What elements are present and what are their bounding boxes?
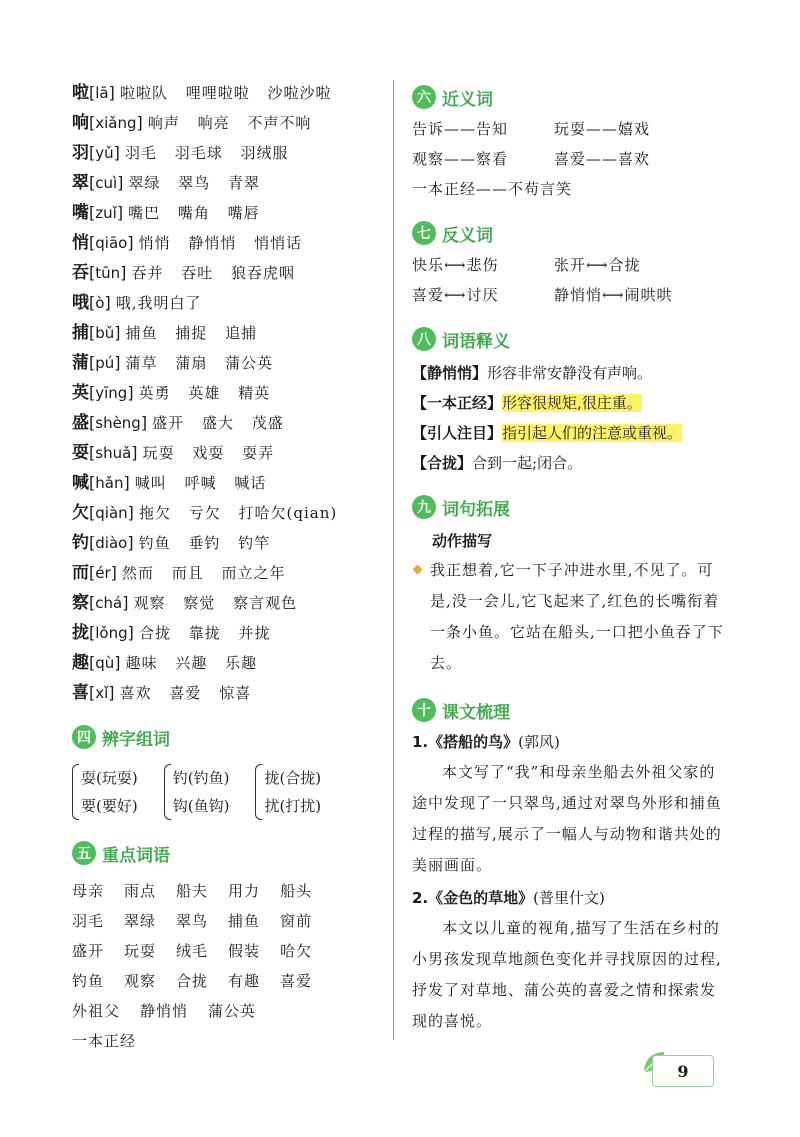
definition-text: 合到一起;闭合。 [472, 454, 583, 472]
char-words: 盛开 盛大 茂盛 [152, 414, 284, 432]
char-glyph: 吞 [72, 263, 89, 283]
definition-row [412, 448, 724, 478]
char-entry [72, 108, 382, 138]
bracket-close: ] [136, 113, 148, 132]
bracket-open: [ [89, 173, 96, 192]
antonym-row [412, 250, 724, 280]
char-entry [72, 468, 382, 498]
pair-word: 要(要好) [81, 797, 138, 815]
bracket-close: ] [140, 413, 153, 432]
bracket-open: [ [89, 443, 96, 462]
key-word: 绒毛 [176, 942, 209, 960]
bracket-close: ] [113, 143, 125, 162]
char-glyph: 哦 [72, 293, 89, 313]
key-word: 喜爱 [280, 972, 313, 990]
pinyin: tūn [95, 264, 121, 282]
key-word: 玩耍 [124, 942, 157, 960]
key-word: 捕鱼 [228, 912, 261, 930]
char-words: 响声 响亮 不声不响 [147, 114, 312, 132]
section-badge: 七 [412, 221, 436, 245]
section-title: 重点词语 [102, 845, 170, 866]
pair-word: 拢(合拢) [264, 769, 322, 787]
char-glyph: 喜 [72, 683, 89, 703]
bracket-close: ] [114, 653, 126, 672]
char-words: 合拢 靠拢 并拢 [138, 624, 271, 642]
char-pair-group [255, 764, 321, 820]
char-words: 啦啦队 哩哩啦啦 沙啦沙啦 [119, 84, 332, 102]
bracket-close: ] [123, 473, 135, 492]
char-words: 喊叫 呼喊 喊话 [134, 474, 267, 492]
antonym-row [412, 280, 724, 310]
key-word: 有趣 [228, 972, 261, 990]
pair-lines [81, 764, 138, 820]
key-word: 船夫 [176, 882, 209, 900]
key-word-row [72, 876, 382, 906]
summary-list [412, 727, 724, 1037]
bracket-close: ] [127, 383, 139, 402]
section-title: 反义词 [442, 225, 493, 246]
char-words: 哦,我明白了 [115, 294, 202, 312]
key-word: 哈欠 [280, 942, 313, 960]
bracket-close: ] [116, 203, 129, 222]
key-words-list [72, 876, 382, 1056]
bracket-close: ] [127, 503, 139, 522]
char-words: 羽毛 羽毛球 羽绒服 [124, 144, 289, 162]
bracket-open: [ [89, 233, 96, 252]
pair-lines [264, 764, 321, 820]
char-words: 翠绿 翠鸟 青翠 [128, 174, 261, 192]
bracket-open: [ [89, 623, 96, 642]
synonym-pair: 一本正经——不苟言笑 [412, 180, 573, 198]
section-badge: 十 [412, 698, 436, 722]
synonym-pair: 告诉——告知 [412, 120, 509, 138]
left-column [72, 78, 382, 1056]
expansion-subtitle: 动作描写 [432, 532, 493, 550]
section-badge: 八 [412, 327, 436, 351]
bracket-open: [ [89, 83, 96, 102]
brace-icon [255, 764, 262, 820]
char-words: 英勇 英雄 精英 [138, 384, 271, 402]
section-badge: 五 [72, 841, 96, 865]
bracket-open: [ [89, 293, 96, 312]
pinyin: xiǎng [95, 114, 137, 132]
bracket-open: [ [89, 323, 96, 342]
bracket-open: [ [89, 203, 96, 222]
pair-word: 钓(钓鱼) [172, 769, 230, 787]
section-title: 词句拓展 [442, 499, 510, 520]
pinyin: qù [95, 654, 115, 672]
section-badge: 六 [412, 85, 436, 109]
pinyin: pú [95, 354, 115, 372]
key-word-row [72, 996, 382, 1026]
expansion-paragraph [412, 555, 724, 679]
synonym-row [412, 144, 724, 174]
char-glyph: 盛 [72, 413, 89, 433]
char-glyph: 悄 [72, 233, 89, 253]
char-words: 趣味 兴趣 乐趣 [125, 654, 258, 672]
section-header-4 [72, 722, 382, 752]
section-header-6 [412, 82, 724, 112]
bracket-close: ] [114, 353, 126, 372]
char-glyph: 钓 [72, 533, 89, 553]
char-glyph: 耍 [72, 443, 89, 463]
bracket-close: ] [127, 533, 139, 552]
char-glyph: 欠 [72, 503, 89, 523]
bracket-close: ] [104, 293, 116, 312]
char-glyph: 趣 [72, 653, 89, 673]
key-word: 翠鸟 [176, 912, 209, 930]
char-words: 然而 而且 而立之年 [121, 564, 286, 582]
section-title: 课文梳理 [442, 702, 510, 723]
char-glyph: 羽 [72, 143, 89, 163]
char-entry [72, 348, 382, 378]
char-glyph: 而 [72, 563, 89, 583]
char-entry [72, 228, 382, 258]
key-word: 假装 [228, 942, 261, 960]
key-word: 外祖父 [72, 1002, 121, 1020]
summary-text: 本文以儿童的视角,描写了生活在乡村的小男孩发现草地颜色变化并寻找原因的过程,抒发了对草地、蒲公英的喜爱之情和探索发现的喜悦。 [412, 919, 722, 1030]
bracket-open: [ [89, 263, 96, 282]
definition-text: 形容很规矩,很庄重。 [502, 394, 642, 412]
char-words: 玩耍 戏耍 耍弄 [142, 444, 275, 462]
char-glyph: 察 [72, 593, 89, 613]
right-column [412, 82, 724, 1037]
char-entry [72, 78, 382, 108]
key-word: 翠绿 [124, 912, 157, 930]
char-words: 捕鱼 捕捉 追捕 [125, 324, 258, 342]
char-words: 悄悄 静悄悄 悄悄话 [138, 234, 303, 252]
key-word: 静悄悄 [140, 1002, 189, 1020]
bracket-close: ] [110, 563, 122, 582]
section-header-10 [412, 695, 724, 725]
char-words: 钓鱼 垂钓 钓竿 [138, 534, 271, 552]
section-header-7 [412, 218, 724, 248]
bracket-close: ] [114, 323, 126, 342]
pinyin: shèng [95, 414, 141, 432]
key-word: 观察 [124, 972, 157, 990]
definition-term: 【一本正经】 [412, 394, 503, 412]
bracket-close: ] [108, 683, 120, 702]
char-pair-block [72, 764, 382, 820]
bracket-open: [ [89, 653, 96, 672]
key-word-row [72, 966, 382, 996]
key-word-row [72, 906, 382, 936]
char-words: 蒲草 蒲扇 蒲公英 [125, 354, 274, 372]
character-list [72, 78, 382, 708]
bracket-open: [ [89, 143, 96, 162]
bracket-close: ] [117, 173, 129, 192]
definition-text: 指引起人们的注意或重视。 [502, 424, 683, 442]
definition-text: 形容非常安静没有声响。 [487, 364, 653, 382]
summary-number: 1. [412, 733, 429, 751]
char-words: 观察 察觉 察言观色 [133, 594, 298, 612]
pinyin: cuì [95, 174, 118, 192]
section-header-8 [412, 324, 724, 354]
char-entry [72, 528, 382, 558]
char-pair-group [72, 764, 138, 820]
pinyin: yǔ [95, 144, 114, 162]
bracket-close: ] [127, 233, 139, 252]
bracket-close: ] [127, 623, 139, 642]
char-entry [72, 618, 382, 648]
key-word: 蒲公英 [208, 1002, 257, 1020]
antonym-pair: 快乐⟷悲伤 [412, 256, 499, 274]
char-pair-group [164, 764, 230, 820]
section-badge: 九 [412, 495, 436, 519]
summary-title: 《金色的草地》 [428, 889, 534, 907]
key-word: 窗前 [280, 912, 313, 930]
key-word-row [72, 1026, 382, 1056]
pinyin: ér [95, 564, 111, 582]
antonym-list [412, 250, 724, 310]
section-title: 辨字组词 [102, 729, 170, 750]
char-glyph: 翠 [72, 173, 89, 193]
key-word: 盛开 [72, 942, 105, 960]
pinyin: bǔ [95, 324, 115, 342]
summary-author: (普里什文) [533, 889, 605, 907]
pinyin: hǎn [95, 474, 124, 492]
brace-icon [164, 764, 171, 820]
summary-number: 2. [412, 889, 429, 907]
section-title: 近义词 [442, 89, 493, 110]
pinyin: qiàn [95, 504, 128, 522]
bracket-open: [ [89, 593, 96, 612]
char-entry [72, 168, 382, 198]
bracket-open: [ [89, 563, 96, 582]
pinyin: xǐ [95, 684, 109, 702]
antonym-pair: 静悄悄⟷闹哄哄 [554, 286, 673, 304]
char-words: 拖欠 亏欠 打哈欠(qian) [138, 504, 338, 522]
definition-term: 【静悄悄】 [412, 364, 488, 382]
char-glyph: 嘴 [72, 203, 89, 223]
char-glyph: 响 [72, 113, 89, 133]
bracket-open: [ [89, 113, 96, 132]
bracket-open: [ [89, 503, 96, 522]
char-words: 嘴巴 嘴角 嘴唇 [128, 204, 260, 222]
bracket-open: [ [89, 533, 96, 552]
synonym-pair: 观察——察看 [412, 150, 509, 168]
definition-term: 【引人注目】 [412, 424, 503, 442]
pinyin: shuǎ [95, 444, 132, 462]
char-entry [72, 258, 382, 288]
definition-row [412, 388, 724, 418]
pinyin: qiāo [95, 234, 128, 252]
summary-title-line [412, 883, 724, 913]
key-word: 用力 [228, 882, 261, 900]
antonym-pair: 喜爱⟷讨厌 [412, 286, 499, 304]
pinyin: zuǐ [95, 204, 117, 222]
key-word: 钓鱼 [72, 972, 105, 990]
bracket-close: ] [108, 83, 120, 102]
char-entry [72, 438, 382, 468]
pinyin: lā [95, 84, 109, 102]
summary-title-line [412, 727, 724, 757]
key-word: 雨点 [124, 882, 157, 900]
char-glyph: 捕 [72, 323, 89, 343]
definition-list [412, 358, 724, 478]
char-glyph: 啦 [72, 83, 89, 103]
bracket-close: ] [131, 443, 143, 462]
key-word: 一本正经 [72, 1032, 137, 1050]
pair-lines [173, 764, 230, 820]
expansion-text: 我正想着,它一下子冲进水里,不见了。可是,没一会儿,它飞起来了,红色的长嘴衔着一条小鱼。它站在船头,一口把小鱼吞了下去。 [430, 561, 724, 672]
synonym-pair: 玩耍——嬉戏 [554, 120, 651, 138]
char-glyph: 蒲 [72, 353, 89, 373]
bracket-open: [ [89, 353, 96, 372]
bracket-open: [ [89, 683, 96, 702]
antonym-pair: 张开⟷合拢 [554, 256, 641, 274]
char-entry [72, 408, 382, 438]
char-entry [72, 138, 382, 168]
definition-row [412, 418, 724, 448]
char-entry [72, 378, 382, 408]
pinyin: diào [95, 534, 128, 552]
section-header-5 [72, 838, 382, 868]
bracket-open: [ [89, 473, 96, 492]
pair-word: 钩(鱼钩) [172, 797, 230, 815]
char-entry [72, 648, 382, 678]
bracket-open: [ [89, 413, 96, 432]
char-entry [72, 678, 382, 708]
definition-row [412, 358, 724, 388]
key-word-row [72, 936, 382, 966]
key-word: 船头 [280, 882, 313, 900]
char-entry [72, 198, 382, 228]
synonym-row [412, 114, 724, 144]
char-glyph: 喊 [72, 473, 89, 493]
char-entry [72, 588, 382, 618]
definition-term: 【合拢】 [412, 454, 473, 472]
synonym-row [412, 174, 724, 204]
char-glyph: 英 [72, 383, 89, 403]
char-entry [72, 288, 382, 318]
pinyin: yīng [95, 384, 128, 402]
summary-author: (郭风) [518, 733, 560, 751]
char-entry [72, 318, 382, 348]
bracket-close: ] [120, 263, 132, 282]
page-number: 9 [652, 1055, 714, 1087]
section-header-9 [412, 492, 724, 522]
bracket-open: [ [89, 383, 96, 402]
pinyin: lǒng [95, 624, 128, 642]
char-entry [72, 498, 382, 528]
bracket-close: ] [122, 593, 134, 612]
char-words: 喜欢 喜爱 惊喜 [119, 684, 252, 702]
column-divider [393, 80, 394, 1040]
key-word: 母亲 [72, 882, 105, 900]
section-badge: 四 [72, 725, 96, 749]
char-entry [72, 558, 382, 588]
key-word: 合拢 [176, 972, 209, 990]
synonym-list [412, 114, 724, 204]
section-title: 词语释义 [442, 331, 510, 352]
pinyin: ò [95, 294, 105, 312]
pair-word: 耍(玩耍) [81, 769, 138, 787]
pair-word: 扰(打扰) [264, 797, 322, 815]
summary-text: 本文写了“我”和母亲坐船去外祖父家的途中发现了一只翠鸟,通过对翠鸟外形和捕鱼过程的描写,展示了一幅人与动物和谐共处的美丽画面。 [412, 763, 722, 874]
summary-title: 《搭船的鸟》 [428, 733, 519, 751]
synonym-pair: 喜爱——喜欢 [554, 150, 651, 168]
pinyin: chá [95, 594, 123, 612]
brace-icon [72, 764, 79, 820]
key-word: 羽毛 [72, 912, 105, 930]
char-words: 吞并 吞吐 狼吞虎咽 [131, 264, 296, 282]
bullet-diamond-icon [413, 565, 423, 575]
char-glyph: 拢 [72, 623, 89, 643]
